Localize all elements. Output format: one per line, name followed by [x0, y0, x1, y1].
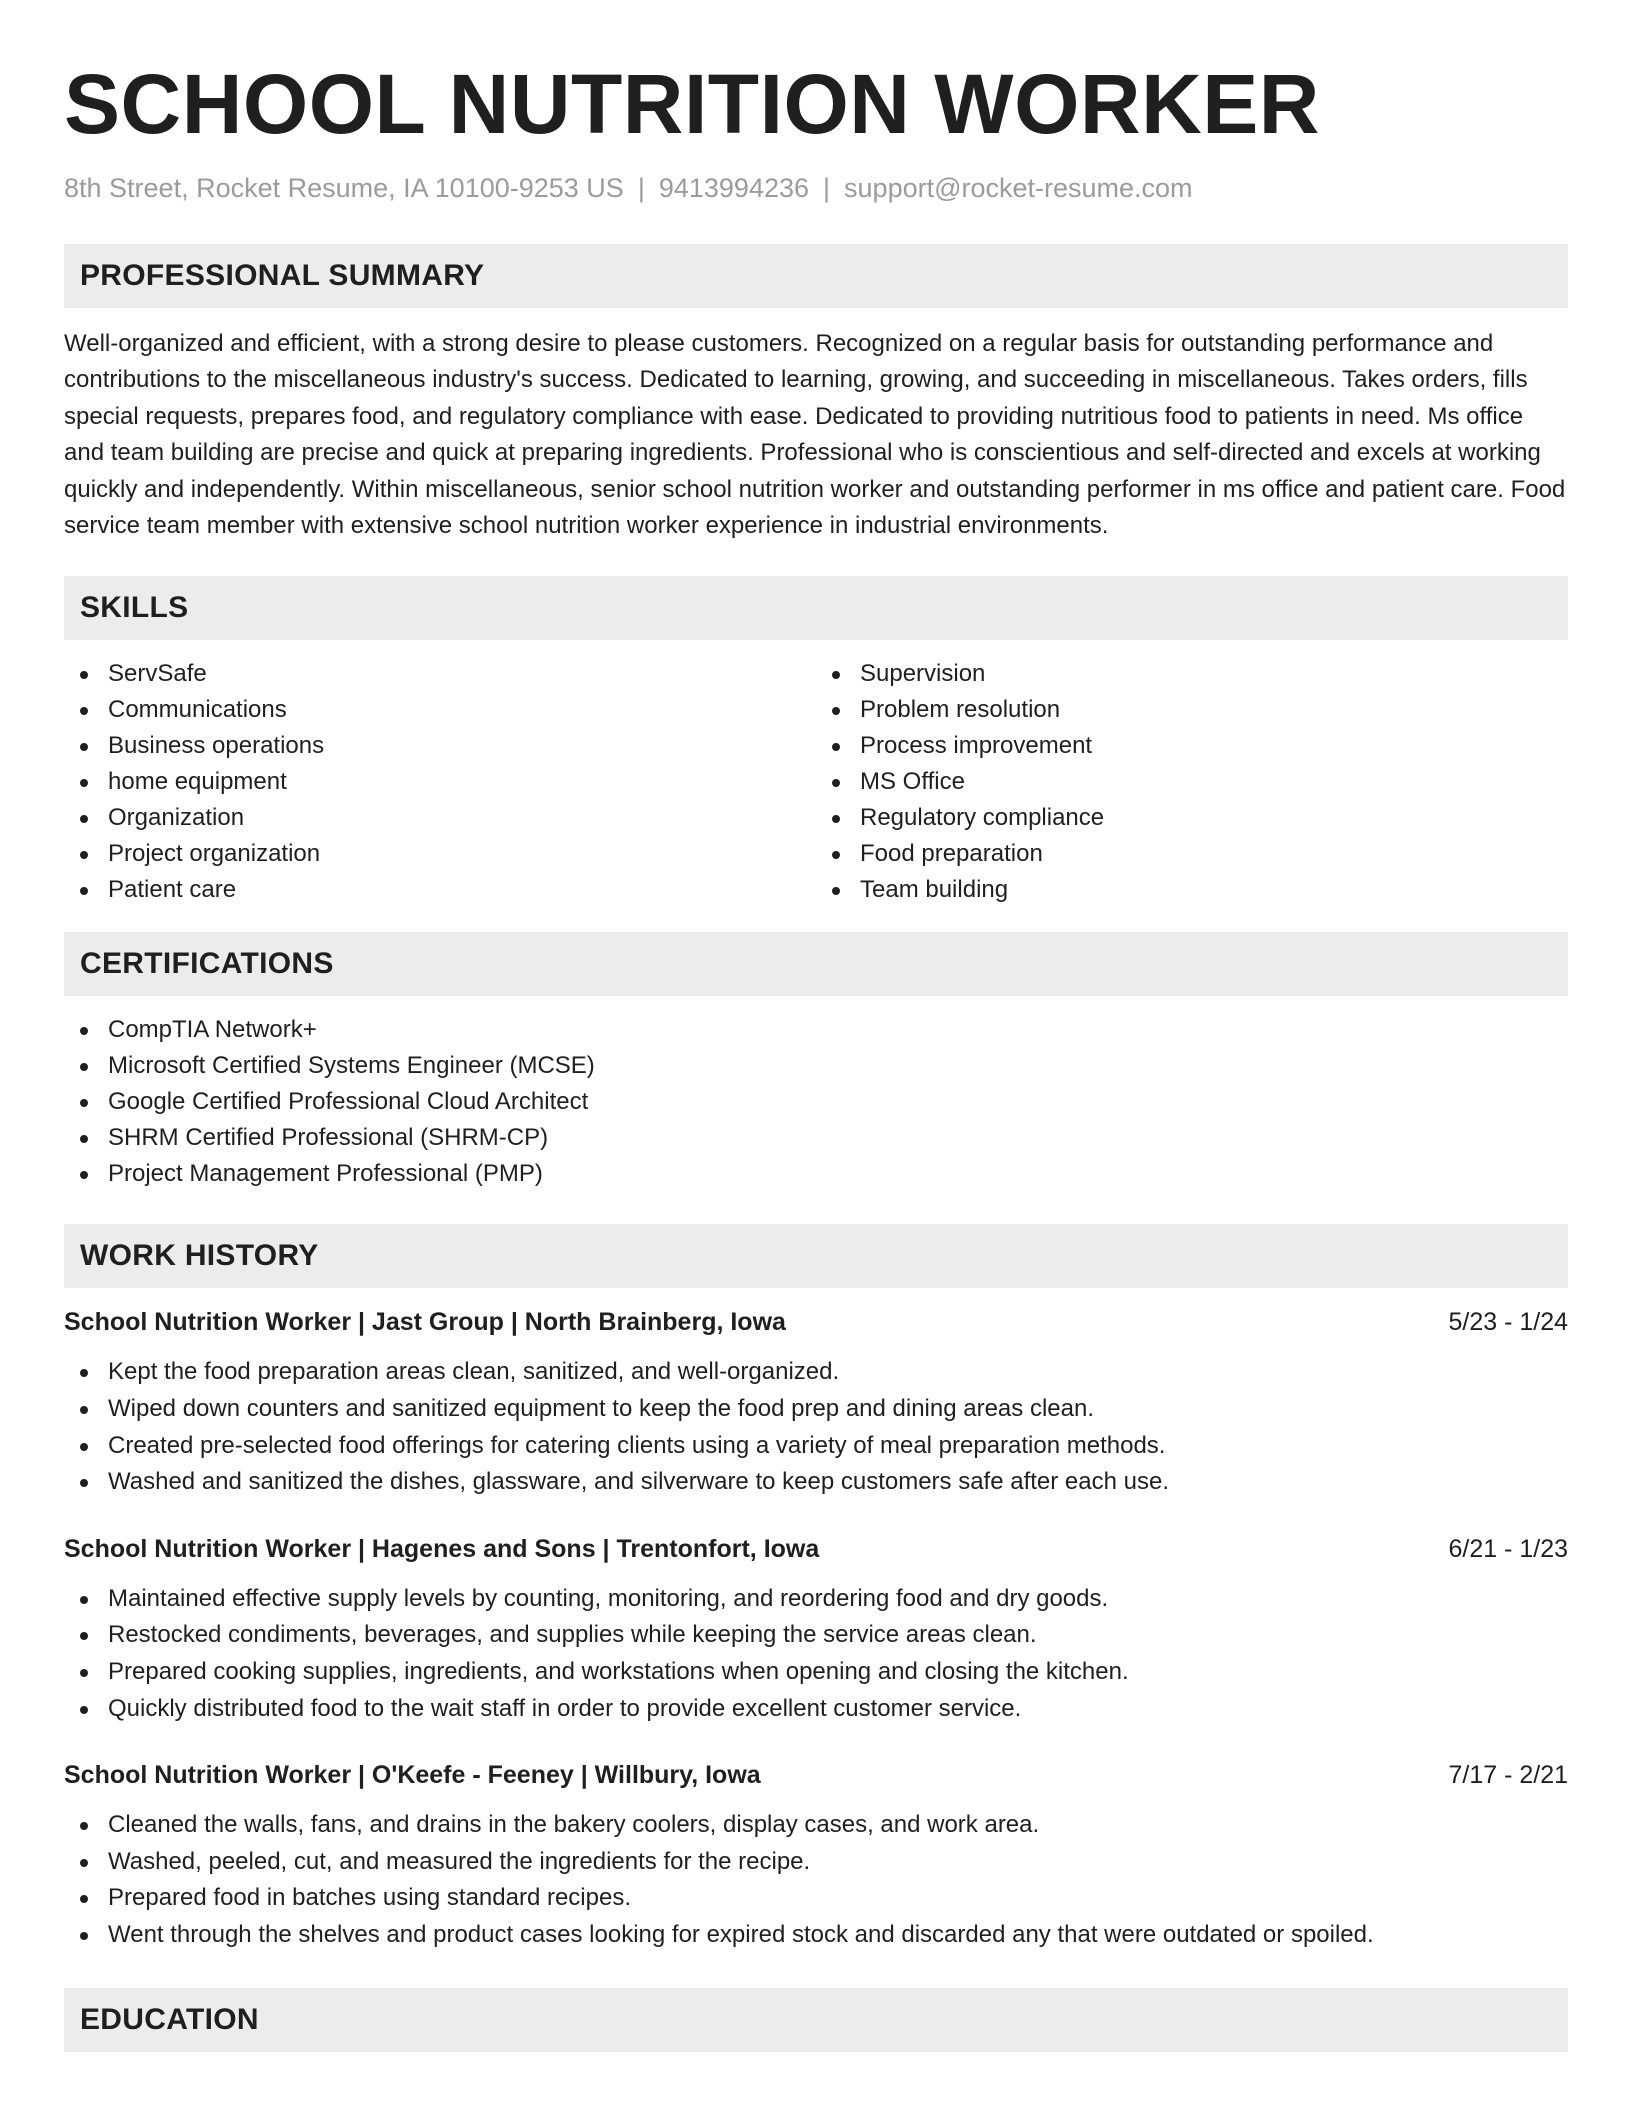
contact-email: support@rocket-resume.com: [844, 173, 1193, 203]
certification-item: CompTIA Network+: [64, 1012, 1568, 1048]
skills-column-left: [64, 656, 816, 908]
skill-item: home equipment: [64, 764, 816, 800]
skill-item: Communications: [64, 692, 816, 728]
job-title: School Nutrition Worker | Hagenes and Sons | Trentonfort, Iowa: [64, 1534, 820, 1563]
skill-item: Business operations: [64, 728, 816, 764]
job-header: [64, 1533, 1568, 1565]
skill-item: Patient care: [64, 872, 816, 908]
job-duty: Cleaned the walls, fans, and drains in the bakery coolers, display cases, and work area.: [64, 1807, 1568, 1844]
job-duty: Went through the shelves and product cases looking for expired stock and discarded any that were outdated or spoiled.: [64, 1917, 1568, 1954]
job-duty: Washed and sanitized the dishes, glassware, and silverware to keep customers safe after each use.: [64, 1464, 1568, 1501]
skill-item: Supervision: [816, 656, 1568, 692]
skill-item: Problem resolution: [816, 692, 1568, 728]
section-heading-certifications: CERTIFICATIONS: [64, 932, 1568, 996]
job-duty: Restocked condiments, beverages, and supplies while keeping the service areas clean.: [64, 1617, 1568, 1654]
skill-item: Organization: [64, 800, 816, 836]
job-duty: Prepared food in batches using standard recipes.: [64, 1880, 1568, 1917]
skill-item: MS Office: [816, 764, 1568, 800]
certification-item: SHRM Certified Professional (SHRM-CP): [64, 1120, 1568, 1156]
job-duties: [64, 1581, 1568, 1727]
skill-item: Project organization: [64, 836, 816, 872]
certification-item: Google Certified Professional Cloud Architect: [64, 1084, 1568, 1120]
job-entry: [64, 1759, 1568, 1953]
skill-item: ServSafe: [64, 656, 816, 692]
skills-column-right: [816, 656, 1568, 908]
candidate-name: SCHOOL NUTRITION WORKER: [64, 57, 1320, 151]
job-duty: Kept the food preparation areas clean, sanitized, and well-organized.: [64, 1354, 1568, 1391]
skill-item: Food preparation: [816, 836, 1568, 872]
job-header: [64, 1759, 1568, 1791]
job-title: School Nutrition Worker | Jast Group | North Brainberg, Iowa: [64, 1308, 786, 1337]
skill-item: Team building: [816, 872, 1568, 908]
contact-phone: 9413994236: [658, 173, 810, 203]
job-duty: Created pre-selected food offerings for catering clients using a variety of meal preparation methods.: [64, 1428, 1568, 1465]
job-duty: Prepared cooking supplies, ingredients, and workstations when opening and closing the kitchen.: [64, 1654, 1568, 1691]
job-dates: 7/17 - 2/21: [1448, 1761, 1568, 1790]
certifications-list: [64, 1012, 1568, 1192]
contact-separator: |: [637, 173, 645, 203]
section-heading-education: EDUCATION: [64, 1988, 1568, 2052]
resume-content: [64, 0, 1568, 2052]
job-dates: 5/23 - 1/24: [1448, 1308, 1568, 1337]
certification-item: Project Management Professional (PMP): [64, 1156, 1568, 1192]
job-duty: Quickly distributed food to the wait staff in order to provide excellent customer service.: [64, 1691, 1568, 1728]
job-entry: [64, 1533, 1568, 1727]
section-heading-summary: PROFESSIONAL SUMMARY: [64, 244, 1568, 308]
section-heading-skills: SKILLS: [64, 576, 1568, 640]
section-heading-work-history: WORK HISTORY: [64, 1224, 1568, 1288]
job-dates: 6/21 - 1/23: [1448, 1534, 1568, 1563]
job-duty: Wiped down counters and sanitized equipment to keep the food prep and dining areas clean.: [64, 1391, 1568, 1428]
job-header: [64, 1306, 1568, 1338]
job-duties: [64, 1354, 1568, 1500]
skill-item: Process improvement: [816, 728, 1568, 764]
skills-list: [64, 656, 1568, 908]
job-entry: [64, 1306, 1568, 1500]
summary-text: Well-organized and efficient, with a strong desire to please customers. Recognized on a regular basis for outstanding performance and contributions to the miscellaneous industry's success. Dedicated to learning, growing, and succeeding in miscellaneous. Takes orders, fills special requests, prepares food, and regulatory compliance with ease. Dedicated to providing nutritious food to patients in need. Ms office and team building are precise and quick at preparing ingredients. Professional who is conscientious and self-directed and excels at working quickly and independently. Within miscellaneous, senior school nutrition worker and outstanding performer in ms office and patient care. Food service team member with extensive school nutrition worker experience in industrial environments.: [64, 330, 1566, 540]
job-duty: Maintained effective supply levels by counting, monitoring, and reordering food and dry goods.: [64, 1581, 1568, 1618]
job-duty: Washed, peeled, cut, and measured the ingredients for the recipe.: [64, 1844, 1568, 1881]
skill-item: Regulatory compliance: [816, 800, 1568, 836]
certification-item: Microsoft Certified Systems Engineer (MCSE): [64, 1048, 1568, 1084]
contact-line: [64, 172, 1568, 204]
job-duties: [64, 1807, 1568, 1953]
contact-address: 8th Street, Rocket Resume, IA 10100-9253 US: [64, 173, 624, 203]
job-title: School Nutrition Worker | O'Keefe - Feeney | Willbury, Iowa: [64, 1761, 761, 1790]
contact-separator: |: [823, 173, 831, 203]
